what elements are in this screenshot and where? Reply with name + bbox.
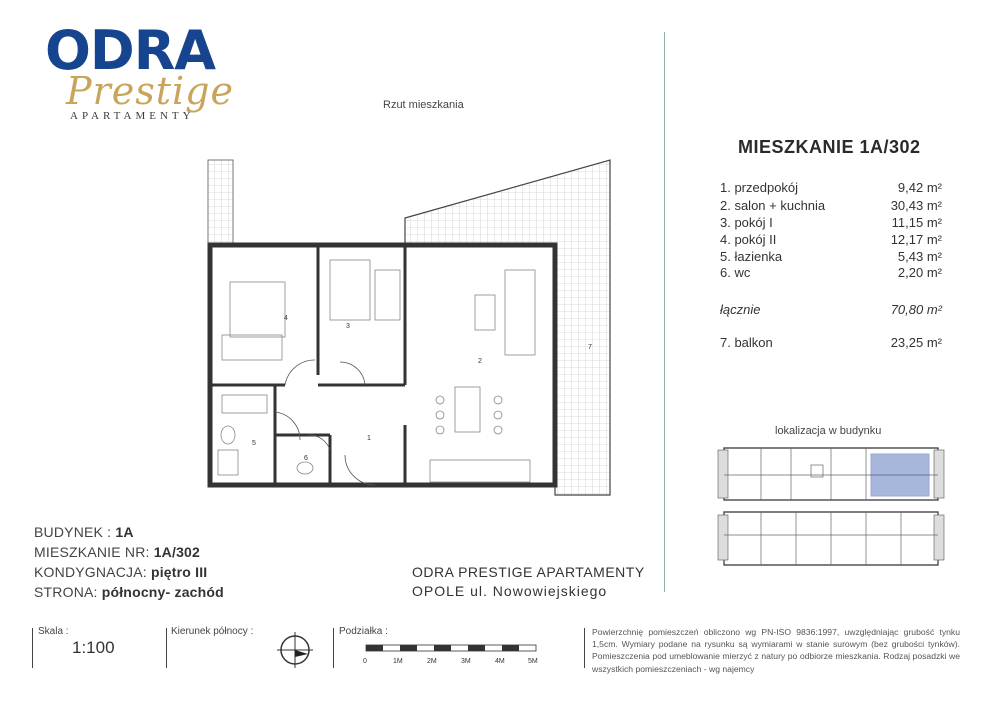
door-arcs bbox=[275, 360, 375, 485]
total-row bbox=[720, 302, 942, 317]
scale-tick: 3M bbox=[461, 658, 471, 665]
company-name: ODRA PRESTIGE APARTAMENTY bbox=[412, 564, 645, 580]
divider-line bbox=[664, 32, 665, 592]
floor-info bbox=[34, 564, 207, 580]
balcony-area: 23,25 m² bbox=[890, 335, 942, 350]
floor-plan bbox=[200, 150, 620, 510]
apartment-number-value: 1A/302 bbox=[153, 544, 201, 560]
scale-value: 1:100 bbox=[72, 638, 115, 657]
footer-divider bbox=[584, 628, 585, 668]
footer-divider bbox=[32, 628, 33, 668]
room-row bbox=[720, 215, 942, 230]
balcony-label: 7. balkon bbox=[720, 335, 773, 350]
room-row bbox=[720, 265, 942, 280]
room-name: 5. łazienka bbox=[720, 249, 783, 264]
room-name: 6. wc bbox=[720, 265, 751, 280]
north-label: Kierunek północy : bbox=[171, 626, 254, 637]
apartment-number-info bbox=[34, 544, 200, 560]
location-label: lokalizacja w budynku bbox=[775, 425, 882, 437]
room-name: 3. pokój I bbox=[720, 215, 773, 230]
room-area: 5,43 m² bbox=[897, 249, 942, 264]
scale-tick: 0 bbox=[363, 658, 367, 665]
company-address: OPOLE ul. Nowowiejskiego bbox=[412, 583, 608, 599]
room-name: 1. przedpokój bbox=[720, 180, 799, 195]
scalebar-label: Podziałka : bbox=[339, 626, 388, 637]
total-label: łącznie bbox=[720, 302, 761, 317]
room-area: 30,43 m² bbox=[890, 198, 942, 213]
floor-label: KONDYGNACJA: bbox=[34, 564, 151, 580]
building-label: BUDYNEK : bbox=[34, 524, 116, 540]
room-name: 4. pokój II bbox=[720, 232, 777, 247]
apartment-number-label: MIESZKANIE NR: bbox=[34, 544, 154, 560]
room-number-4: 4 bbox=[284, 315, 288, 322]
side-info bbox=[34, 584, 224, 600]
room-area: 11,15 m² bbox=[891, 215, 942, 230]
floor-value: piętro III bbox=[150, 564, 208, 580]
room-row bbox=[720, 180, 942, 195]
room-number-2: 2 bbox=[478, 358, 482, 365]
building-location-map bbox=[716, 440, 946, 570]
room-number-6: 6 bbox=[304, 455, 308, 462]
highlighted-apartment bbox=[871, 454, 929, 496]
room-row bbox=[720, 249, 942, 264]
total-area: 70,80 m² bbox=[890, 302, 942, 317]
room-area: 9,42 m² bbox=[897, 180, 942, 195]
scale-tick: 5M bbox=[528, 658, 538, 665]
room-number-7: 7 bbox=[588, 344, 592, 351]
balcony-row bbox=[720, 335, 942, 350]
building-info bbox=[34, 524, 134, 540]
side-value: północny- zachód bbox=[101, 584, 224, 600]
room-name: 2. salon + kuchnia bbox=[720, 198, 826, 213]
left-balcony-strip bbox=[208, 160, 233, 245]
scale-bar bbox=[360, 643, 545, 668]
scale-label: Skala : bbox=[38, 626, 69, 637]
logo-odra: ODRA bbox=[45, 19, 216, 82]
footer-divider bbox=[166, 628, 167, 668]
side-label: STRONA: bbox=[34, 584, 102, 600]
scale-tick: 4M bbox=[495, 658, 505, 665]
scale-tick: 1M bbox=[393, 658, 403, 665]
logo-apartamenty: APARTAMENTY bbox=[70, 110, 195, 122]
north-arrow-icon bbox=[275, 632, 315, 668]
room-number-1: 1 bbox=[367, 435, 371, 442]
room-row bbox=[720, 232, 942, 247]
plan-caption: Rzut mieszkania bbox=[383, 99, 464, 111]
room-number-5: 5 bbox=[252, 440, 256, 447]
room-number-3: 3 bbox=[346, 323, 350, 330]
logo-prestige: Prestige bbox=[66, 69, 234, 113]
scale-tick: 2M bbox=[427, 658, 437, 665]
footer-divider bbox=[333, 628, 334, 668]
balcony-area bbox=[405, 160, 610, 495]
apartment-title: MIESZKANIE 1A/302 bbox=[738, 137, 921, 157]
room-area: 2,20 m² bbox=[897, 265, 942, 280]
room-area: 12,17 m² bbox=[890, 232, 942, 247]
footer-note: Powierzchnię pomieszczeń obliczono wg PN-ISO 9836:1997, uwzględniając grubość tynku 1,5cm. Wymiary podane na rysunku są wymiarami w stanie surowym (bez grubości tynków). Pomieszczenia pod umeblowanie mierzyć z natury po odbiorze mieszkania. Rodzaj posadzki we wszystkich pomieszczeniach - wg najemcy bbox=[592, 627, 960, 674]
outer-wall bbox=[210, 245, 555, 485]
furniture bbox=[218, 260, 535, 482]
room-row bbox=[720, 198, 942, 213]
building-value: 1A bbox=[115, 524, 134, 540]
interior-walls bbox=[210, 245, 405, 485]
